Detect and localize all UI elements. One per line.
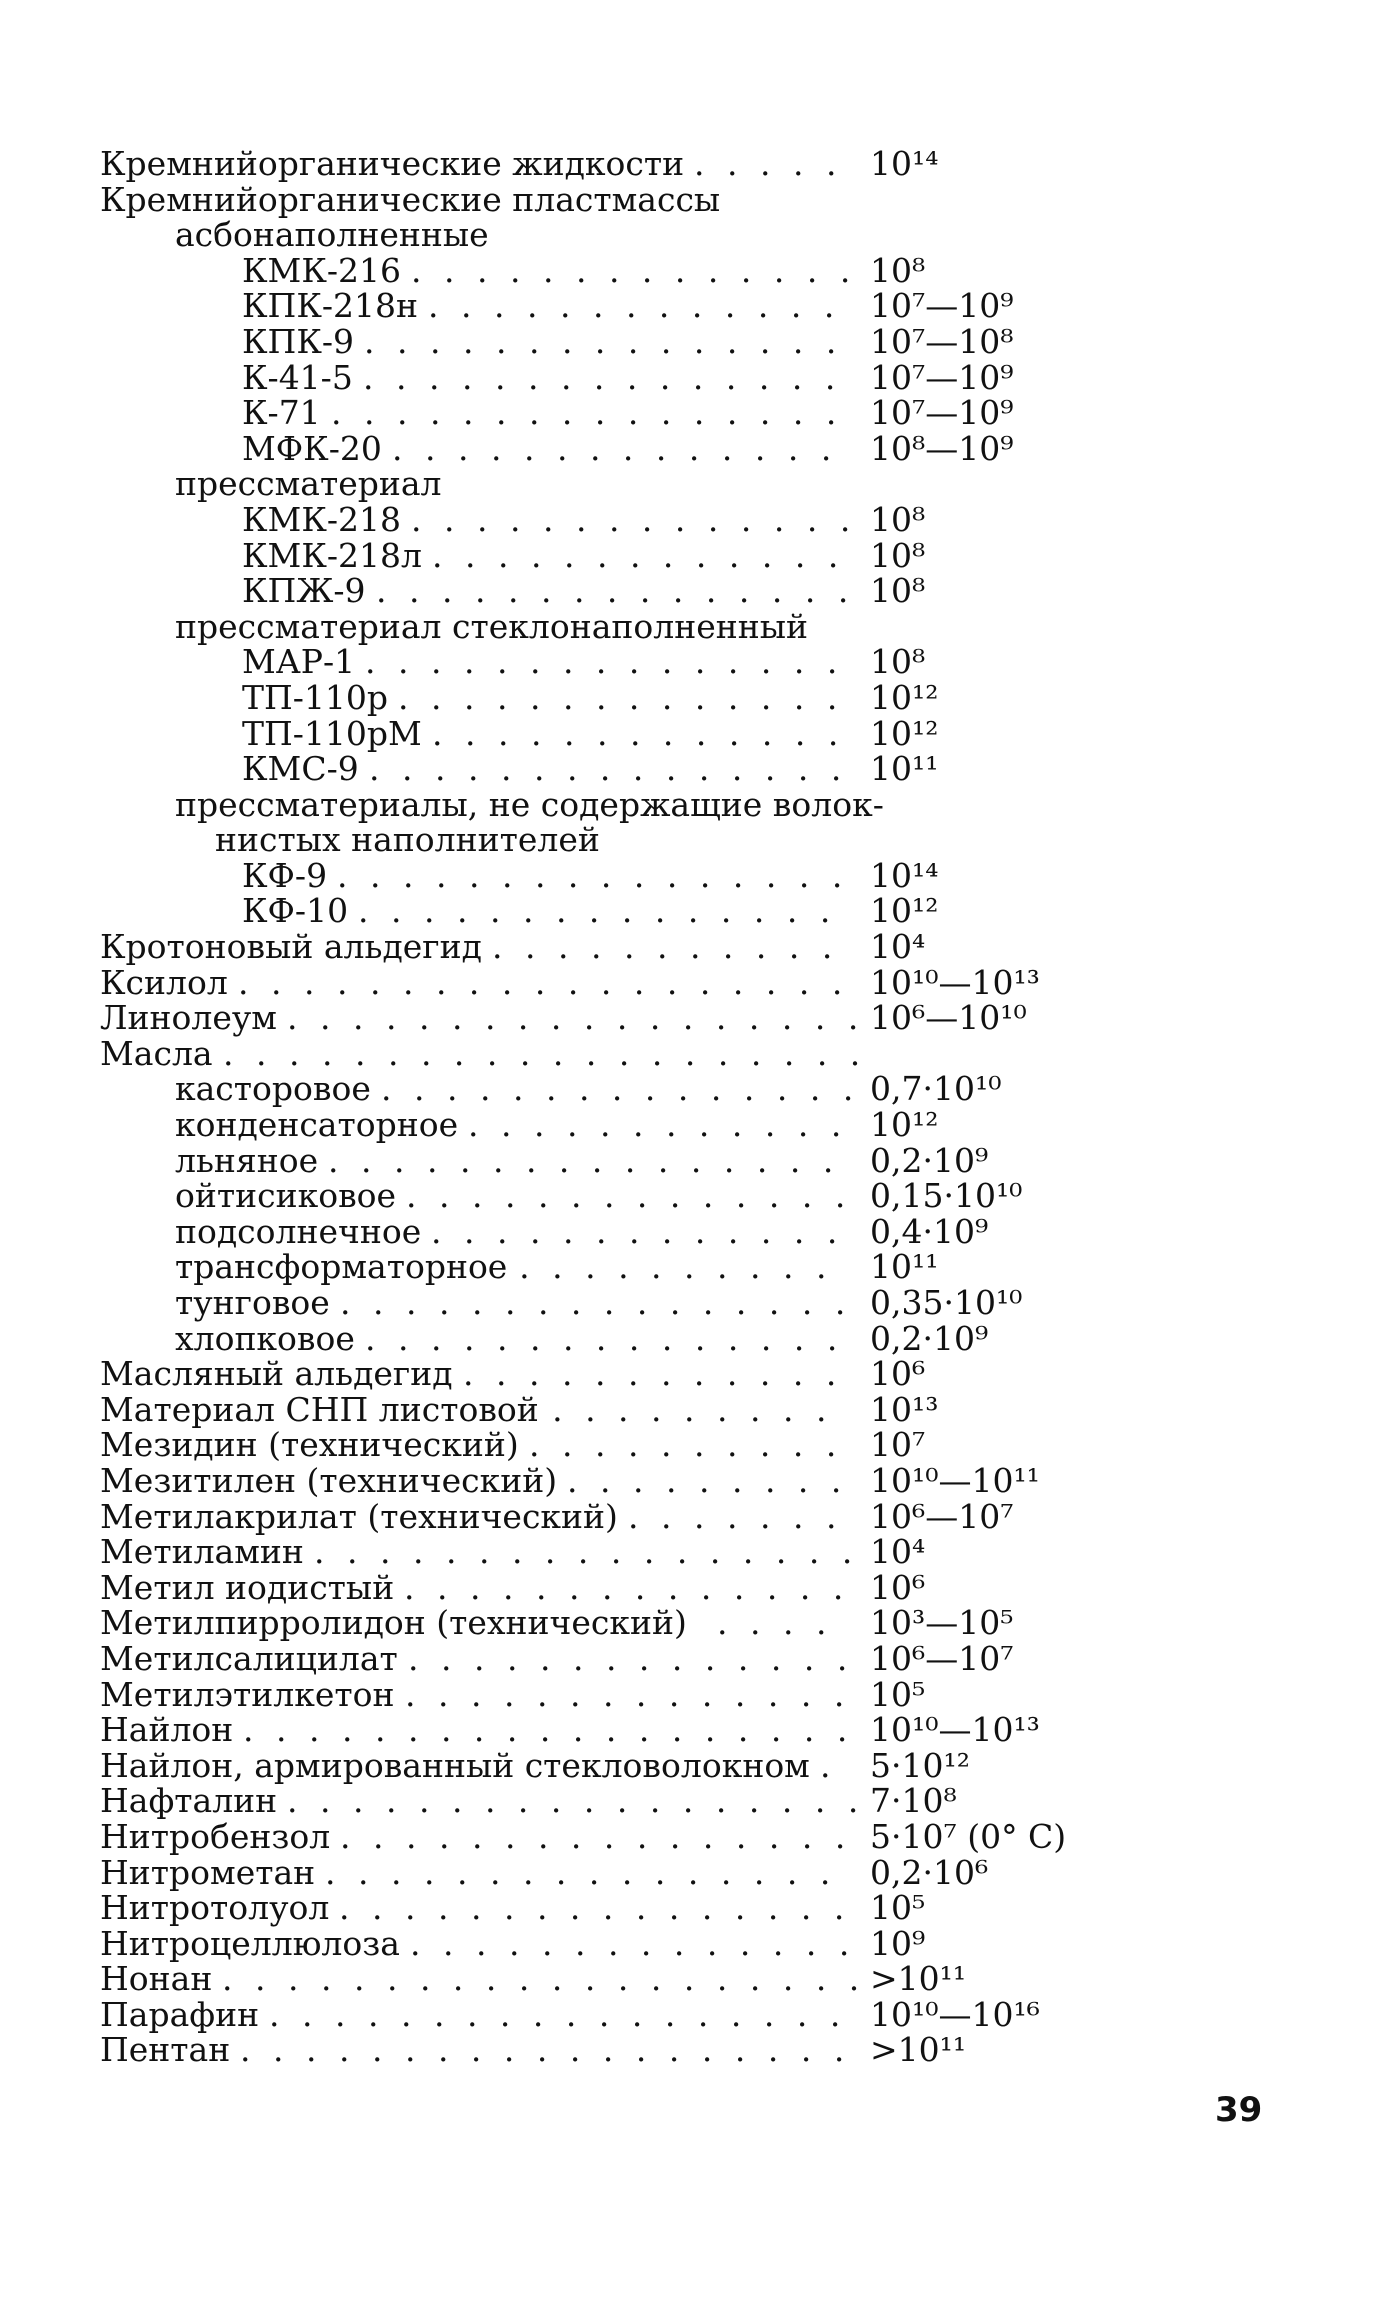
row-label: КМК-216 — [242, 250, 402, 290]
dot-leader: ................ — [331, 393, 859, 433]
row-label: подсолнечное — [175, 1211, 422, 1251]
dot-leader: ............... — [363, 357, 858, 397]
table-row — [0, 288, 1377, 324]
row-label: Метилпирролидон (технический) — [100, 1603, 687, 1643]
table-row — [0, 1356, 1377, 1392]
table-row — [0, 357, 1377, 397]
table-row — [0, 1071, 1377, 1107]
row-value: 10¹² — [870, 713, 939, 753]
dot-leader: .................. — [287, 998, 881, 1038]
dot-leader: .............. — [405, 1674, 867, 1714]
row-label: Материал СНП листовой — [100, 1389, 539, 1429]
dot-leader: .............. — [408, 1638, 870, 1678]
dot-leader: ............... — [381, 1069, 876, 1109]
row-label: КМК-218л — [242, 535, 422, 575]
dot-leader: .................... — [222, 1959, 882, 1999]
row-value: 10¹¹ — [870, 1247, 939, 1287]
dot-leader: .............. — [392, 428, 854, 468]
row-value: 10⁶ — [870, 1567, 926, 1607]
row-label: прессматериал стеклонаполненный — [175, 606, 808, 646]
row-value: 10⁶—10¹⁰ — [870, 998, 1027, 1038]
row-value: 10⁴ — [870, 927, 926, 967]
row-value: 0,2·10⁶ — [870, 1852, 989, 1892]
row-value: 7·10⁸ — [870, 1781, 957, 1821]
table-row — [0, 250, 1377, 290]
row-label: асбонаполненные — [175, 215, 489, 255]
table-row — [0, 1712, 1377, 1748]
dot-leader: .......... — [519, 1247, 849, 1287]
row-label: Линолеум — [100, 998, 277, 1038]
row-label: касторовое — [175, 1069, 371, 1109]
row-value: 10⁷ — [870, 1425, 926, 1465]
table-row — [0, 179, 1377, 219]
row-label: КМК-218 — [242, 499, 402, 539]
table-row — [0, 855, 1377, 895]
table-row — [0, 1567, 1377, 1607]
dot-leader: ................... — [238, 962, 865, 1002]
dot-leader: .......... — [529, 1425, 859, 1465]
row-label: Нитрометан — [100, 1852, 316, 1892]
row-label: КФ-10 — [242, 891, 349, 931]
dot-leader: ............... — [369, 749, 864, 789]
table-row — [0, 1816, 1377, 1856]
table-row — [0, 1211, 1377, 1251]
row-value: 10¹⁴ — [870, 144, 939, 183]
table-row — [0, 395, 1377, 431]
dot-leader: .................. — [269, 1994, 863, 2034]
row-label: КФ-9 — [242, 855, 328, 895]
row-value: 10⁴ — [870, 1532, 926, 1572]
dot-leader: ............... — [358, 891, 853, 931]
dot-leader: ................. — [314, 1532, 875, 1572]
row-label: К-71 — [242, 393, 321, 433]
table-row — [0, 1460, 1377, 1500]
dot-leader: ............ — [468, 1105, 864, 1145]
row-value: 10⁸ — [870, 250, 926, 290]
row-value: 10⁷—10⁸ — [870, 321, 1014, 361]
table-row — [0, 784, 1377, 824]
table-row — [0, 677, 1377, 717]
row-value: >10¹¹ — [870, 1959, 967, 1999]
resistivity-table — [0, 146, 1377, 2068]
table-row — [0, 1249, 1377, 1285]
row-label: КПЖ-9 — [242, 571, 366, 611]
dot-leader: ............. — [428, 286, 857, 326]
row-value: 10¹² — [870, 1105, 939, 1145]
row-label: прессматериалы, не содержащие волок- — [175, 784, 884, 824]
row-label: Найлон — [100, 1710, 234, 1750]
row-label: Масла — [100, 1033, 213, 1073]
row-value: 5·10⁷ (0° C) — [870, 1816, 1067, 1856]
table-row — [0, 321, 1377, 361]
row-label: Ксилол — [100, 962, 228, 1002]
table-row — [0, 644, 1377, 680]
row-value: 10¹⁴ — [870, 855, 939, 895]
row-value: 0,35·10¹⁰ — [870, 1283, 1023, 1322]
dot-leader: .................... — [223, 1033, 883, 1073]
dot-leader: ................ — [337, 855, 865, 895]
row-label: КПК-218н — [242, 286, 418, 326]
row-label: Нитробензол — [100, 1816, 331, 1856]
row-label: конденсаторное — [175, 1105, 459, 1145]
row-value: 10⁵ — [870, 1888, 926, 1928]
table-row — [0, 1890, 1377, 1926]
table-row — [0, 713, 1377, 753]
row-label: прессматериал — [175, 464, 442, 504]
table-row — [0, 1534, 1377, 1570]
row-label: Метиламин — [100, 1532, 304, 1572]
row-value: 0,7·10¹⁰ — [870, 1069, 1002, 1109]
row-value: 10¹³ — [870, 1389, 939, 1429]
dot-leader: .............. — [398, 677, 860, 717]
row-value: 10⁷—10⁹ — [870, 393, 1014, 433]
row-value: 10³—10⁵ — [870, 1603, 1014, 1643]
row-label: тунговое — [175, 1283, 330, 1322]
row-label: Метил иодистый — [100, 1567, 395, 1607]
row-value: 10⁸ — [870, 571, 926, 611]
table-row — [0, 428, 1377, 468]
dot-leader: ................... — [240, 2030, 867, 2070]
row-value: 10⁷—10⁹ — [870, 357, 1014, 397]
row-value: 0,4·10⁹ — [870, 1211, 989, 1251]
row-label: Нитроцеллюлоза — [100, 1923, 400, 1963]
dot-leader: .............. — [404, 1567, 866, 1607]
row-value: 10¹⁰—10¹¹ — [870, 1460, 1040, 1500]
table-row — [0, 1638, 1377, 1678]
row-label: Метилэтилкетон — [100, 1674, 395, 1714]
row-label: Метилсалицилат — [100, 1638, 398, 1678]
dot-leader: ............. — [432, 713, 861, 753]
row-label: Пентан — [100, 2030, 231, 2070]
table-row — [0, 1745, 1377, 1785]
dot-leader: .............. — [411, 250, 873, 290]
table-row — [0, 1285, 1377, 1321]
row-value: 10⁸ — [870, 642, 926, 682]
table-row — [0, 1961, 1377, 1997]
table-row — [0, 1107, 1377, 1143]
row-value: 10¹² — [870, 677, 939, 717]
table-row — [0, 499, 1377, 539]
table-row — [0, 1000, 1377, 1036]
table-row — [0, 962, 1377, 1002]
dot-leader: ................ — [340, 1816, 868, 1856]
row-value: 10⁸—10⁹ — [870, 428, 1014, 468]
dot-leader: ............... — [365, 1318, 860, 1358]
page-number: 39 — [1215, 2090, 1263, 2130]
dot-leader: .............. — [406, 1176, 868, 1216]
row-label: ТП-110р — [242, 677, 389, 717]
dot-leader: .............. — [411, 499, 873, 539]
table-row — [0, 822, 1377, 858]
table-row — [0, 1427, 1377, 1463]
table-row — [0, 1178, 1377, 1214]
row-label: льняное — [175, 1140, 319, 1180]
row-value: 10¹¹ — [870, 749, 939, 789]
dot-leader: ............. — [431, 1211, 860, 1251]
row-value: 10¹⁰—10¹³ — [870, 1710, 1040, 1750]
table-row — [0, 1852, 1377, 1892]
dot-leader: ......... — [567, 1460, 864, 1500]
table-row — [0, 535, 1377, 575]
table-row — [0, 1923, 1377, 1963]
row-label: хлопковое — [175, 1318, 355, 1358]
dot-leader: ............. — [432, 535, 861, 575]
dot-leader: ..... — [694, 144, 859, 183]
table-row — [0, 573, 1377, 609]
row-label: Масляный альдегид — [100, 1354, 453, 1394]
row-label: Кремнийорганические жидкости — [100, 144, 685, 183]
row-label: МФК-20 — [242, 428, 382, 468]
row-value: 0,15·10¹⁰ — [870, 1176, 1023, 1216]
table-row — [0, 751, 1377, 787]
dot-leader: ......... — [552, 1389, 849, 1429]
table-row — [0, 1389, 1377, 1429]
row-value: 10⁶ — [870, 1354, 926, 1394]
row-value: 10¹² — [870, 891, 939, 931]
row-label: Мезидин (технический) — [100, 1425, 519, 1465]
row-label: КМС-9 — [242, 749, 359, 789]
dot-leader: ................ — [340, 1283, 868, 1322]
dot-leader: . — [820, 1745, 853, 1785]
row-label: нистых наполнителей — [215, 820, 600, 860]
dot-leader: ................ — [325, 1852, 853, 1892]
dot-leader: ................ — [328, 1140, 856, 1180]
dot-leader: ............... — [364, 321, 859, 361]
row-label: трансформаторное — [175, 1247, 508, 1287]
row-label: Нафталин — [100, 1781, 278, 1821]
dot-leader: .................. — [287, 1781, 881, 1821]
dot-leader: ............ — [463, 1354, 859, 1394]
table-row — [0, 146, 1377, 182]
table-row — [0, 893, 1377, 929]
row-label: ТП-110рМ — [242, 713, 422, 753]
row-value: 10⁹ — [870, 1923, 926, 1963]
table-row — [0, 466, 1377, 502]
row-label: Мезитилен (технический) — [100, 1460, 558, 1500]
table-row — [0, 1496, 1377, 1536]
table-row — [0, 1994, 1377, 2034]
dot-leader: .............. — [410, 1923, 872, 1963]
row-label: Кротоновый альдегид — [100, 927, 482, 967]
row-value: 10⁶—10⁷ — [870, 1496, 1014, 1536]
row-label: МАР-1 — [242, 642, 356, 682]
row-value: 0,2·10⁹ — [870, 1140, 989, 1180]
row-label: ойтисиковое — [175, 1176, 397, 1216]
row-label: Метилакрилат (технический) — [100, 1496, 618, 1536]
table-row — [0, 1140, 1377, 1180]
row-value: 10⁷—10⁹ — [870, 286, 1014, 326]
table-row — [0, 217, 1377, 253]
row-label: Найлон, армированный стекловолокном — [100, 1745, 810, 1785]
dot-leader: ............... — [376, 571, 871, 611]
table-row — [0, 1318, 1377, 1358]
table-row — [0, 2032, 1377, 2068]
table-row — [0, 929, 1377, 965]
table-row — [0, 1674, 1377, 1714]
row-value: 10⁵ — [870, 1674, 926, 1714]
row-value: >10¹¹ — [870, 2030, 967, 2070]
row-label: Нитротолуол — [100, 1888, 330, 1928]
dot-leader: ........... — [492, 927, 855, 967]
row-value: 10⁶—10⁷ — [870, 1638, 1014, 1678]
row-label: К-41-5 — [242, 357, 353, 397]
row-value: 10⁸ — [870, 499, 926, 539]
table-row — [0, 606, 1377, 646]
row-label: Нонан — [100, 1959, 213, 1999]
dot-leader: ....... — [628, 1496, 859, 1536]
row-value: 10¹⁰—10¹³ — [870, 962, 1040, 1002]
dot-leader: ................... — [243, 1710, 870, 1750]
dot-leader: ................ — [339, 1888, 867, 1928]
row-value: 10¹⁰—10¹⁶ — [870, 1994, 1040, 2034]
dot-leader: .... — [717, 1603, 849, 1643]
row-label: Парафин — [100, 1994, 260, 2034]
row-label: Кремнийорганические пластмассы — [100, 179, 721, 219]
table-row — [0, 1605, 1377, 1641]
dot-leader: ............... — [365, 642, 860, 682]
row-value: 5·10¹² — [870, 1745, 970, 1785]
row-value: 10⁸ — [870, 535, 926, 575]
row-label: КПК-9 — [242, 321, 355, 361]
table-row — [0, 1783, 1377, 1819]
table-row — [0, 1033, 1377, 1073]
row-value: 0,2·10⁹ — [870, 1318, 989, 1358]
